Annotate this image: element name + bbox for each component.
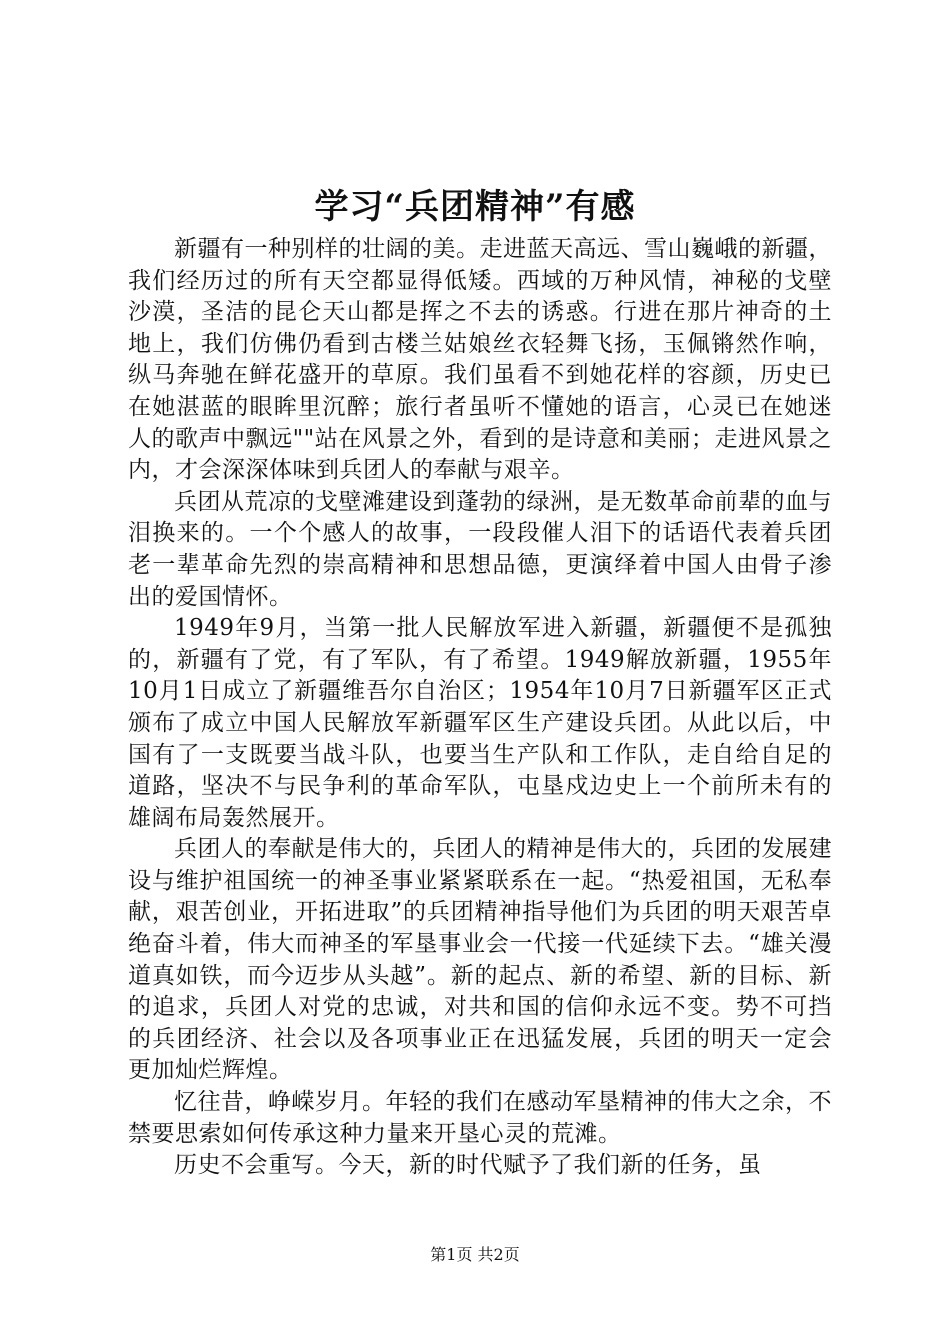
paragraph-5: 忆往昔，峥嵘岁月。年轻的我们在感动军垦精神的伟大之余，不禁要思索如何传承这种力量来开垦心灵的荒滩。: [128, 1089, 832, 1147]
document-title: 学习“兵团精神”有感: [314, 187, 636, 227]
paragraph-4: 兵团人的奉献是伟大的，兵团人的精神是伟大的，兵团的发展建设与维护祖国统一的神圣事业紧紧联系在一起。“热爱祖国，无私奉献，艰苦创业，开拓进取”的兵团精神指导他们为兵团的明天艰苦卓绝奋斗着，伟大而神圣的军垦事业会一代接一代延续下去。“雄关漫道真如铁，而今迈步从头越”。新的起点、新的希望、新的目标、新的追求，兵团人对党的忠诚，对共和国的信仰永远不变。势不可挡的兵团经济、社会以及各项事业正在迅猛发展，兵团的明天一定会更加灿烂辉煌。: [128, 836, 832, 1084]
page-number-footer: 第1页 共2页: [430, 1245, 520, 1264]
paragraph-2: 兵团从荒凉的戈壁滩建设到蓬勃的绿洲，是无数革命前辈的血与泪换来的。一个个感人的故事，一段段催人泪下的话语代表着兵团老一辈革命先烈的崇高精神和思想品德，更演绎着中国人由骨子渗出的爱国情怀。: [128, 488, 832, 610]
paragraph-6: 历史不会重写。今天，新的时代赋予了我们新的任务，虽: [174, 1152, 762, 1179]
paragraph-3: 1949年9月，当第一批人民解放军进入新疆，新疆便不是孤独的，新疆有了党，有了军队，有了希望。1949解放新疆，1955年10月1日成立了新疆维吾尔自治区；1954年10月7日新疆军区正式颁布了成立中国人民解放军新疆军区生产建设兵团。从此以后，中国有了一支既要当战斗队，也要当生产队和工作队，走自给自足的道路，坚决不与民争利的革命军队，屯垦戍边史上一个前所未有的雄阔布局轰然展开。: [128, 615, 832, 831]
document-body: [128, 234, 832, 1182]
paragraph-1: 新疆有一种别样的壮阔的美。走进蓝天高远、雪山巍峨的新疆，我们经历过的所有天空都显得低矮。西域的万种风情，神秘的戈壁沙漠，圣洁的昆仑天山都是挥之不去的诱惑。行进在那片神奇的土地上，我们仿佛仍看到古楼兰姑娘丝衣轻舞飞扬，玉佩锵然作响，纵马奔驰在鲜花盛开的草原。我们虽看不到她花样的容颜，历史已在她湛蓝的眼眸里沉醉；旅行者虽听不懂她的语言，心灵已在她迷人的歌声中飘远""站在风景之外，看到的是诗意和美丽；走进风景之内，才会深深体味到兵团人的奉献与艰辛。: [128, 236, 832, 484]
